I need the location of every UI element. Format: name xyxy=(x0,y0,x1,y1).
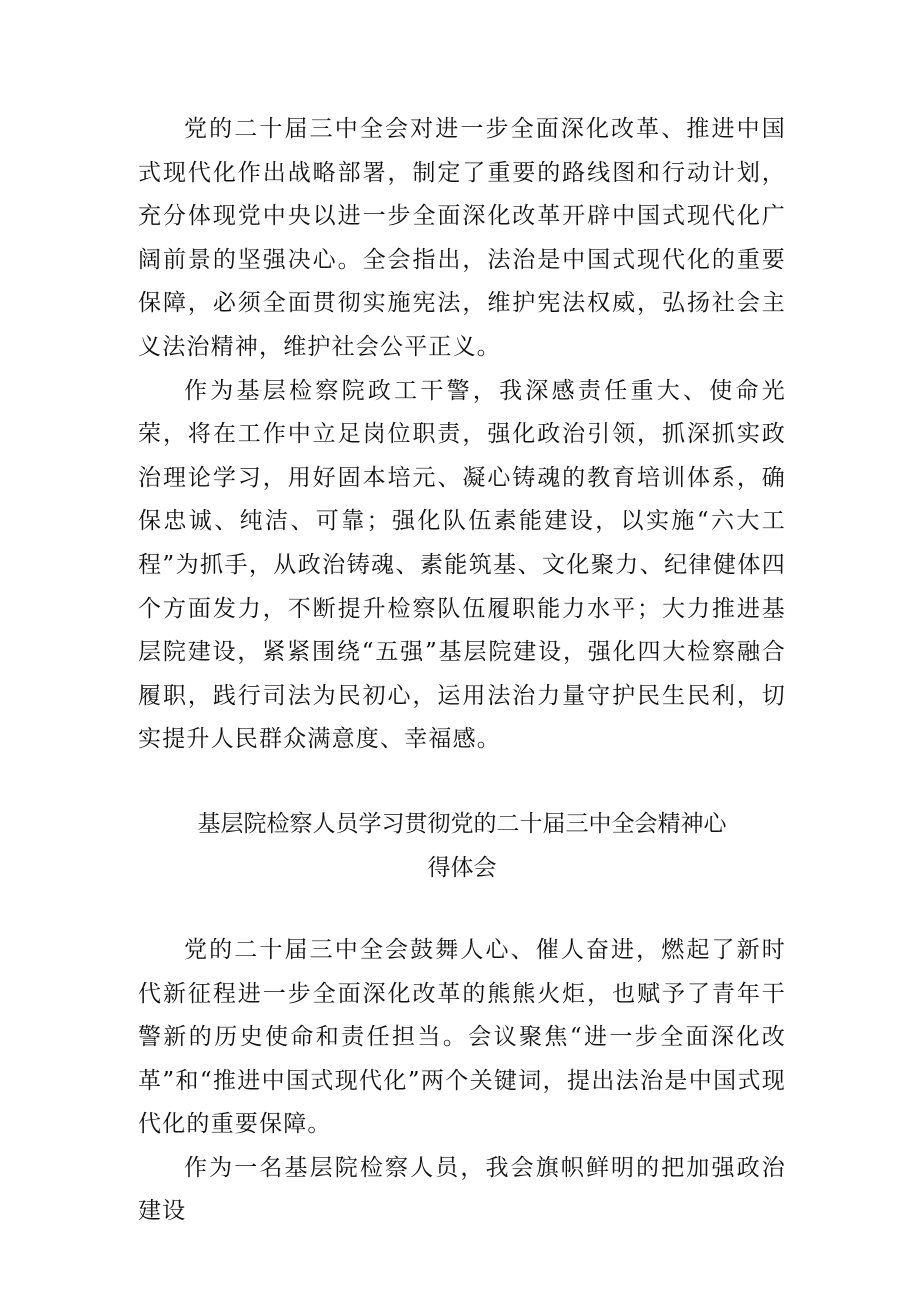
paragraph: 作为一名基层院检察人员，我会旗帜鲜明的把加强政治建设 xyxy=(138,1154,786,1225)
paragraph: 党的二十届三中全会鼓舞人心、催人奋进，燃起了新时代新征程进一步全面深化改革的熊熊火炬，也赋予了青年干警新的历史使命和责任担当。会议聚焦“进一步全面深化改革”和“推进中国式现代化”两个关键词，提出法治是中国式现代化的重要保障。 xyxy=(138,936,786,1138)
section-heading-line-1: 基层院检察人员学习贯彻党的二十届三中全会精神心 xyxy=(197,810,727,837)
paragraph: 党的二十届三中全会对进一步全面深化改革、推进中国式现代化作出战略部署，制定了重要的路线图和行动计划，充分体现党中央以进一步全面深化改革开辟中国式现代化广阔前景的坚强决心。全会指出，法治是中国式现代化的重要保障，必须全面贯彻实施宪法，维护宪法权威，弘扬社会主义法治精神，维护社会公平正义。 xyxy=(138,116,786,360)
section-heading xyxy=(138,802,786,890)
section-heading-line-2: 得体会 xyxy=(427,854,497,881)
paragraph: 作为基层检察院政工干警，我深感责任重大、使命光荣，将在工作中立足岗位职责，强化政治引领，抓深抓实政治理论学习，用好固本培元、凝心铸魂的教育培训体系，确保忠诚、纯洁、可靠；强化队伍素能建设，以实施“六大工程”为抓手，从政治铸魂、素能筑基、文化聚力、纪律健体四个方面发力，不断提升检察队伍履职能力水平；大力推进基层院建设，紧紧围绕“五强”基层院建设，强化四大检察融合履职，践行司法为民初心，运用法治力量守护民生民利，切实提升人民群众满意度、幸福感。 xyxy=(138,377,786,753)
document-page xyxy=(138,108,786,1234)
